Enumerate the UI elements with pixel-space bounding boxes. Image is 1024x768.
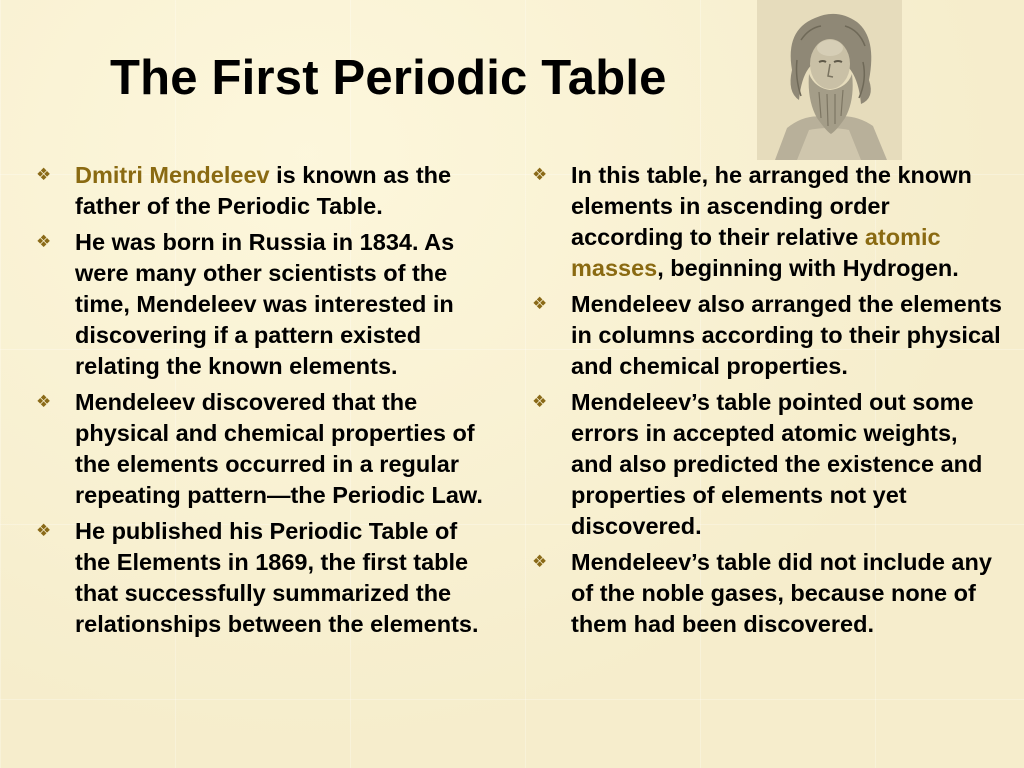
diamond-bullet-icon: ❖ bbox=[532, 165, 548, 185]
bullet-text: He published his Periodic Table of the Elements in 1869, the first table that successfully summarized the relationships between the elements. bbox=[75, 518, 479, 637]
bullet-text: Mendeleev discovered that the physical and chemical properties of the elements occurred in a regular repeating pattern—the Periodic Law. bbox=[75, 389, 483, 508]
diamond-bullet-icon: ❖ bbox=[36, 521, 52, 541]
bullet-item bbox=[36, 516, 496, 640]
diamond-bullet-icon: ❖ bbox=[532, 552, 548, 572]
bullet-item bbox=[532, 547, 1002, 640]
bullet-text: In this table, he arranged the known elements in ascending order according to their relative bbox=[571, 162, 972, 250]
bullet-text: is known as the father of the Periodic Table. bbox=[75, 162, 452, 219]
diamond-bullet-icon: ❖ bbox=[36, 232, 52, 252]
bullet-text: , beginning with Hydrogen. bbox=[657, 255, 959, 281]
highlight-term: Dmitri Mendeleev bbox=[75, 162, 270, 188]
diamond-bullet-icon: ❖ bbox=[36, 165, 52, 185]
highlight-term: atomic masses bbox=[571, 224, 941, 281]
portrait-icon bbox=[757, 0, 902, 160]
bullet-text: He was born in Russia in 1834. As were many other scientists of the time, Mendeleev was interested in discovering if a pattern existed relating the known elements. bbox=[75, 229, 455, 379]
bullet-item bbox=[36, 227, 496, 382]
bullet-text: Mendeleev also arranged the elements in columns according to their physical and chemical properties. bbox=[571, 291, 1002, 379]
right-column bbox=[532, 160, 1002, 645]
diamond-bullet-icon: ❖ bbox=[532, 294, 548, 314]
diamond-bullet-icon: ❖ bbox=[36, 392, 52, 412]
bullet-item bbox=[532, 160, 1002, 284]
slide-title: The First Periodic Table bbox=[110, 51, 667, 105]
bullet-item bbox=[36, 160, 496, 222]
left-column bbox=[36, 160, 496, 645]
bullet-item bbox=[532, 387, 1002, 542]
bullet-item bbox=[532, 289, 1002, 382]
diamond-bullet-icon: ❖ bbox=[532, 392, 548, 412]
bullet-text: Mendeleev’s table did not include any of the noble gases, because none of them had been discovered. bbox=[571, 549, 992, 637]
bullet-text: Mendeleev’s table pointed out some errors in accepted atomic weights, and also predicted the existence and properties of elements not yet discovered. bbox=[571, 389, 983, 539]
bullet-item bbox=[36, 387, 496, 511]
portrait-image bbox=[757, 0, 902, 160]
